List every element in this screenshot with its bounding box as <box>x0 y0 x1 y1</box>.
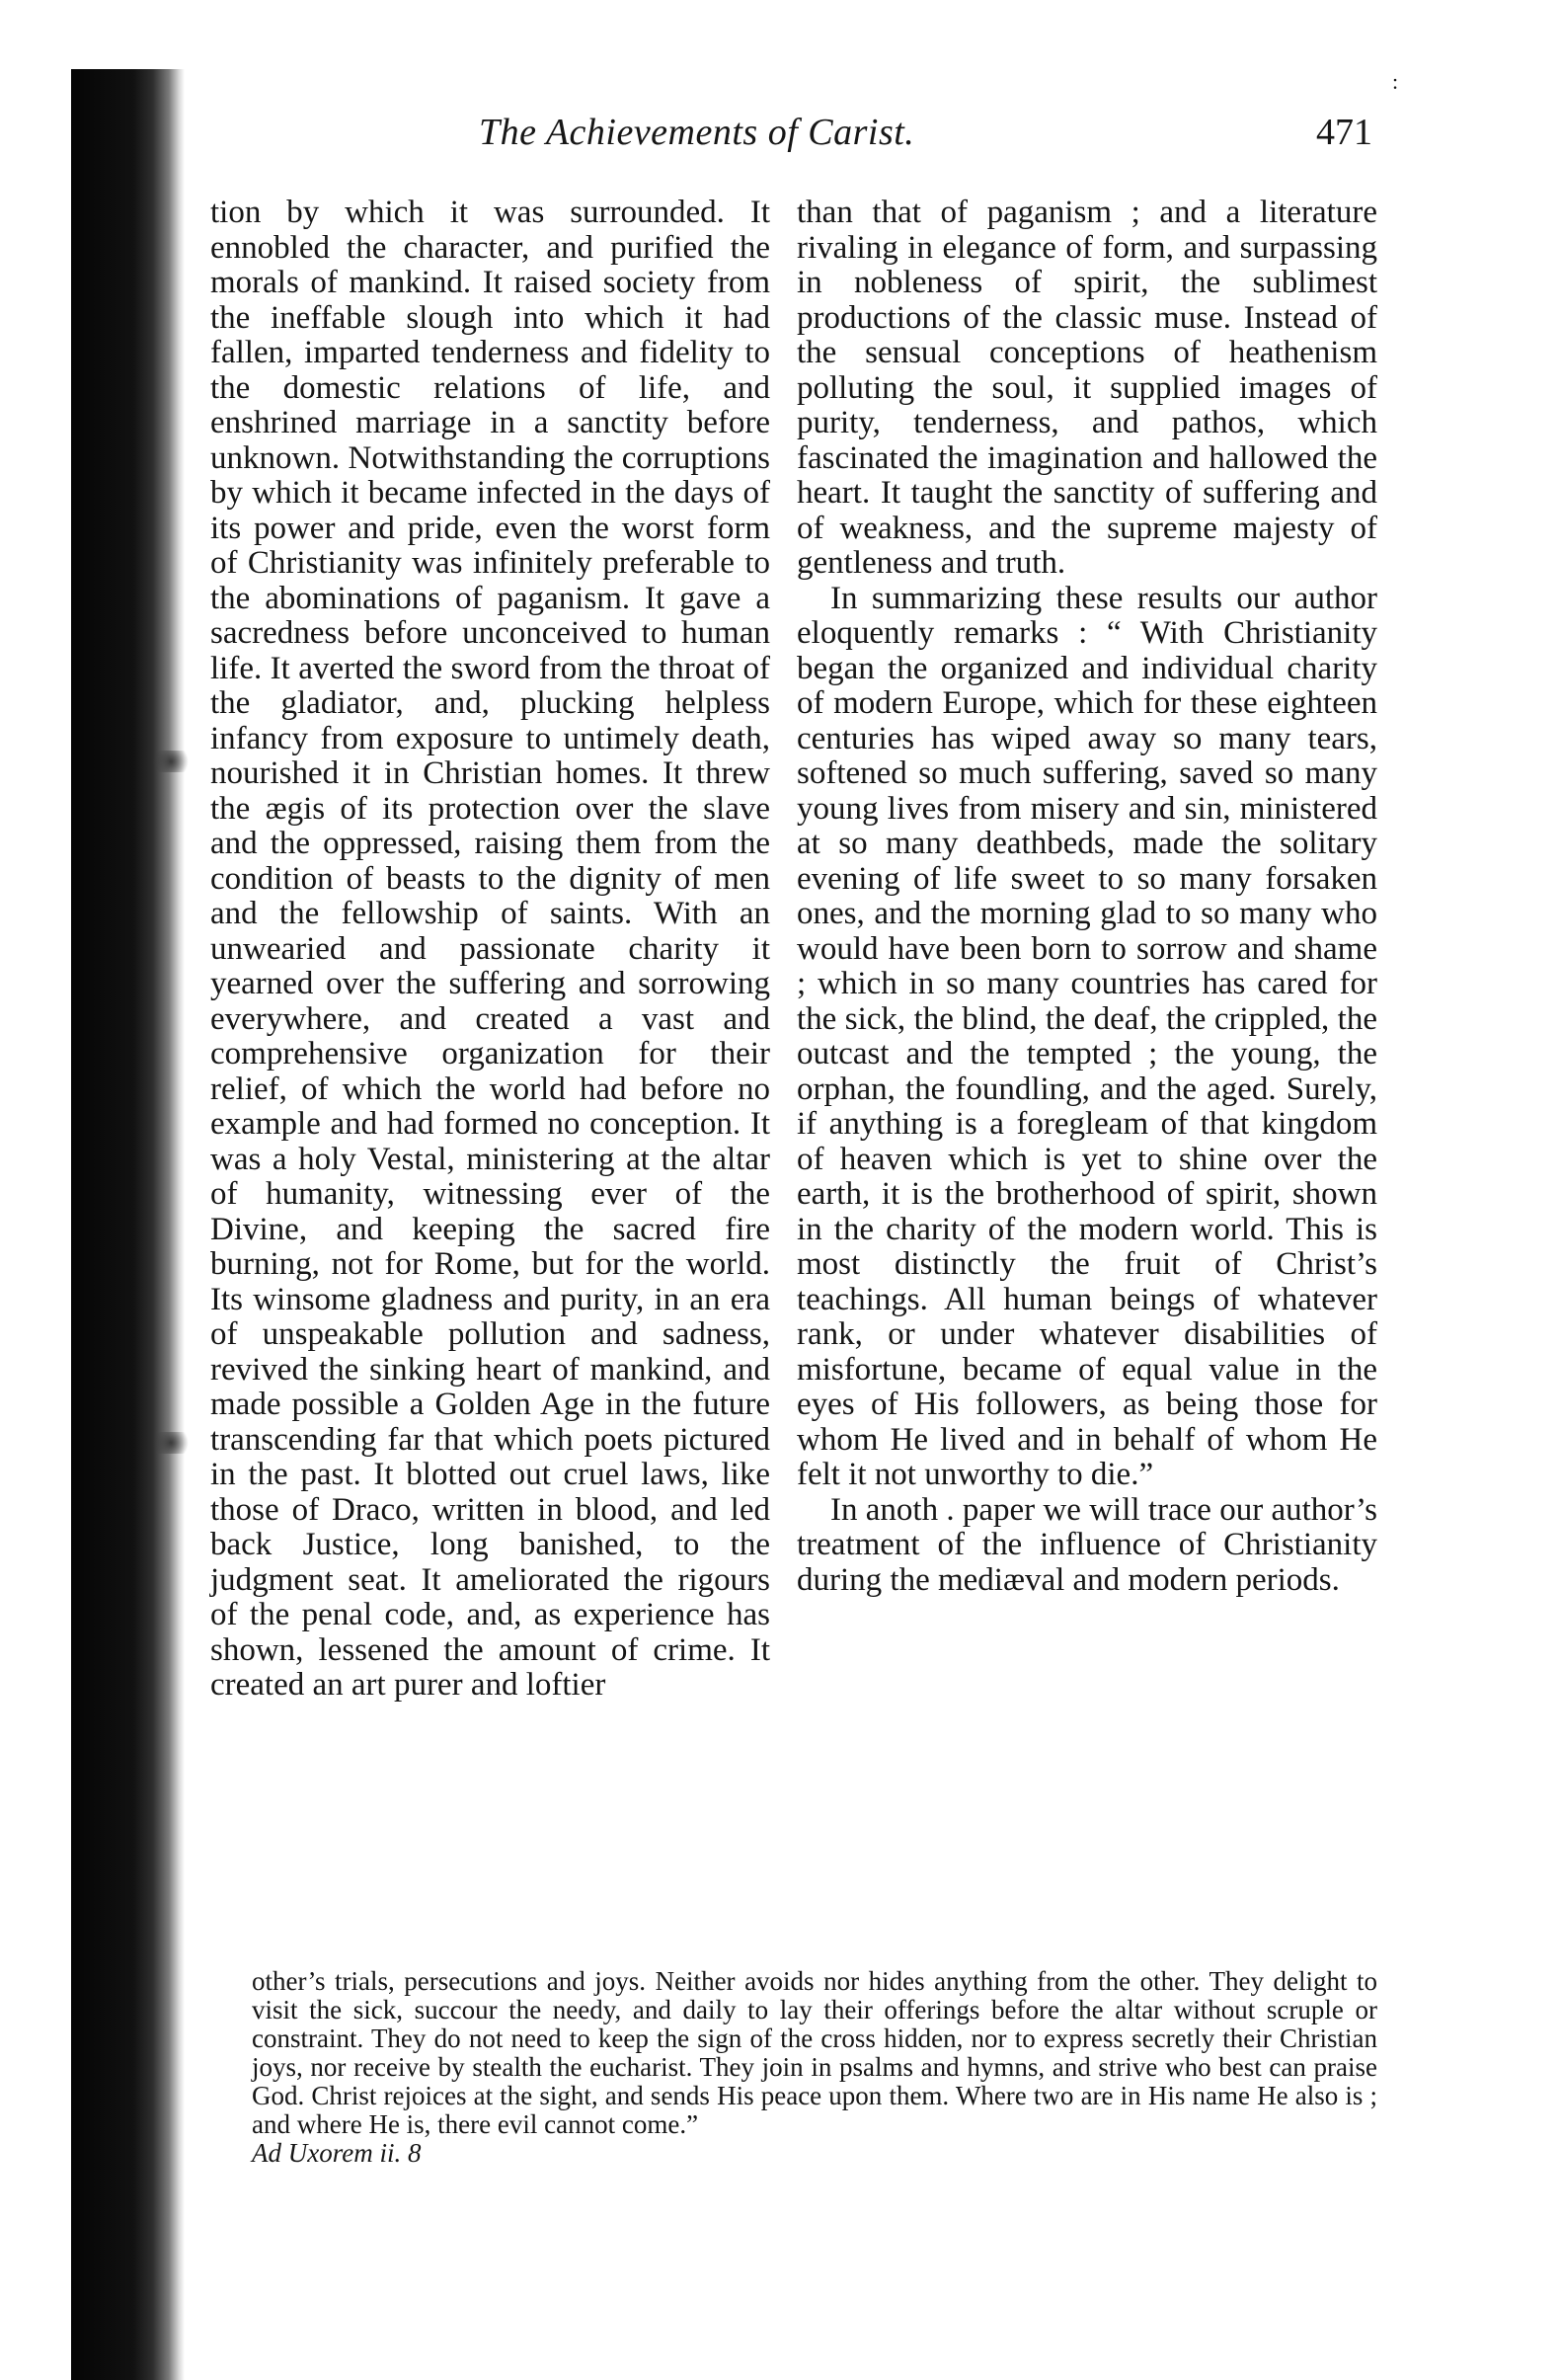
paragraph: In anoth . paper we will trace our author’s treatment of the influence of Christianity during the mediæval and modern periods. <box>797 1491 1377 1598</box>
footnote-reference: Ad Uxorem ii. 8 <box>252 2138 422 2168</box>
left-column <box>210 196 770 1704</box>
running-title: The Achievements of Carist. <box>479 112 915 153</box>
binding-speck <box>148 1432 194 1454</box>
binding-speck <box>148 751 194 772</box>
footnote <box>252 1967 1377 2168</box>
corner-mark: : <box>1392 69 1399 94</box>
paragraph: than that of paganism ; and a literature rivaling in elegance of form, and surpassing in nobleness of spirit, the sublimest productions of the classic muse. Instead of the sensual conceptions of heathenism polluting the soul, it supplied images of purity, tenderness, and pathos, which fascinated the imagination and hallowed the heart. It taught the sanctity of suffering and of weakness, and the supreme majesty of gentleness and truth. <box>797 195 1377 581</box>
page-number: 471 <box>1316 112 1372 153</box>
page-header <box>197 111 1372 170</box>
footnote-text: other’s trials, persecutions and joys. Neither avoids nor hides anything from the other. They delight to visit the sick, succour the needy, and daily to lay their offerings before the altar without scruple or constraint. They do not need to keep the sign of the cross hidden, nor to express secretly their Christian joys, nor receive by stealth the eucharist. They join in psalms and hymns, and strive who best can praise God. Christ rejoices at the sight, and sends His peace upon them. Where two are in His name He also is ; and where He is, there evil cannot come.” <box>252 1966 1377 2139</box>
book-binding-shadow <box>71 69 185 2380</box>
paragraph: In summarizing these results our author eloquently remarks : “ With Christianity began the organized and individual charity of modern Europe, which for these eighteen centuries has wiped away so many tears, softened so much suffering, saved so many young lives from misery and sin, ministered at so many deathbeds, made the solitary evening of life sweet to so many forsaken ones, and the morning glad to so many who would have been born to sorrow and shame ; which in so many countries has cared for the sick, the blind, the deaf, the crippled, the outcast and the tempted ; the young, the orphan, the foundling, and the aged. Surely, if anything is a foregleam of that kingdom of heaven which is yet to shine over the earth, it is the brotherhood of spirit, shown in the charity of the modern world. This is most distinctly the fruit of Christ’s teachings. All human beings of whatever rank, or under whatever disabilities of misfortune, became of equal value in the eyes of His followers, as being those for whom He lived and in behalf of whom He felt it not unworthy to die.” <box>797 580 1377 1492</box>
right-column <box>797 196 1377 1598</box>
paragraph: tion by which it was surrounded. It ennobled the character, and purified the morals of mankind. It raised society from the ineffable slough into which it had fallen, imparted tenderness and fidelity to the domestic relations of life, and enshrined marriage in a sanctity before unknown. Notwithstanding the corruptions by which it became infected in the days of its power and pride, even the worst form of Christianity was infinitely preferable to the abominations of paganism. It gave a sacredness before unconceived to human life. It averted the sword from the throat of the gladiator, and, plucking helpless infancy from exposure to untimely death, nourished it in Christian homes. It threw the ægis of its protection over the slave and the oppressed, raising them from the condition of beasts to the dignity of men and the fellowship of saints. With an unwearied and passionate charity it yearned over the suffering and sorrowing everywhere, and created a vast and comprehensive organization for their relief, of which the world had before no example and had formed no conception. It was a holy Vestal, ministering at the altar of humanity, witnessing ever of the Divine, and keeping the sacred fire burning, not for Rome, but for the world. Its winsome gladness and purity, in an era of unspeakable pollution and sadness, revived the sinking heart of mankind, and made possible a Golden Age in the future transcending far that which poets pictured in the past. It blotted out cruel laws, like those of Draco, written in blood, and led back Justice, long banished, to the judgment seat. It ameliorated the rigours of the penal code, and, as experience has shown, lessened the amount of crime. It created an art purer and loftier <box>210 195 770 1703</box>
